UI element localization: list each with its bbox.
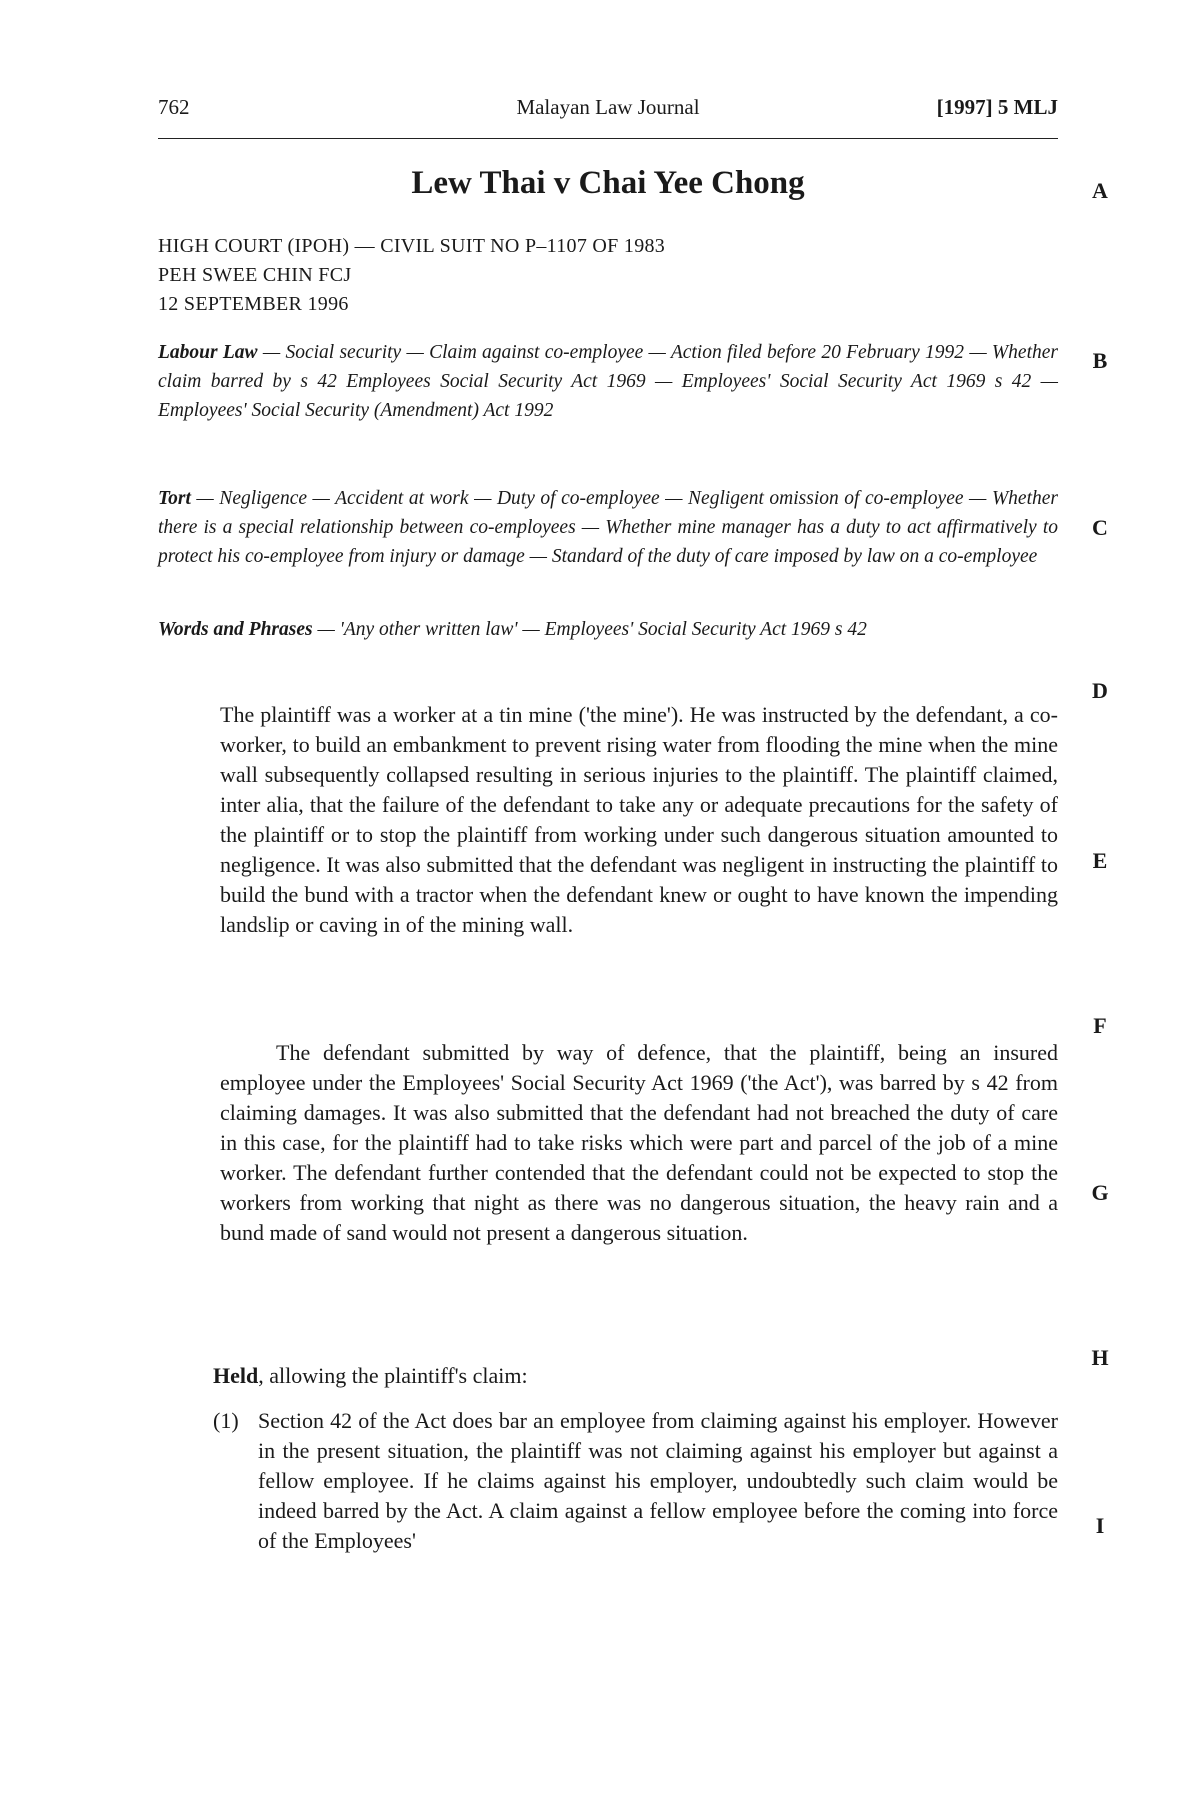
margin-letter-f: F <box>1093 1013 1107 1038</box>
header-rule <box>158 138 1058 139</box>
court-line: HIGH COURT (IPOH) — CIVIL SUIT NO P–1107 OF 1983 <box>158 235 666 257</box>
catchword-text: — Negligence — Accident at work — Duty of co-employee — Negligent omission of co-employee — Whether there is a special relationship between co-employees — Whether mine manager has a duty to act affirmatively to protect his co-employee from injury or damage — Standard of the duty of care imposed by law on a co-employee <box>158 488 1058 567</box>
held-label: Held <box>213 1363 259 1388</box>
margin-letter-h: H <box>1091 1345 1109 1370</box>
catchword-text: — 'Any other written law' — Employees' Social Security Act 1969 s 42 <box>312 619 867 640</box>
citation: [1997] 5 MLJ <box>936 95 1058 119</box>
catchwords-words-and-phrases <box>158 615 1058 644</box>
holding-number: (1) <box>213 1408 239 1433</box>
margin-letter-b: B <box>1092 348 1108 373</box>
date-line: 12 SEPTEMBER 1996 <box>158 293 349 315</box>
holding-text: Section 42 of the Act does bar an employee from claiming against his employer. However in the present situation, the plaintiff was not claiming against his employer but against a fellow employee. If he claims against his employer, undoubtedly such claim would be indeed barred by the Act. A claim against a fellow employee before the coming into force of the Employees' <box>258 1408 1058 1553</box>
case-title: Lew Thai v Chai Yee Chong <box>411 165 805 201</box>
catchword-subject: Labour Law <box>158 342 258 363</box>
running-header <box>158 95 1058 125</box>
judge-line: PEH SWEE CHIN FCJ <box>158 264 352 286</box>
catchword-subject: Tort <box>158 488 191 509</box>
page-number: 762 <box>158 95 190 119</box>
held-text: , allowing the plaintiff's claim: <box>258 1363 528 1388</box>
catchwords-labour-law <box>158 338 1058 425</box>
journal-name: Malayan Law Journal <box>516 95 700 119</box>
margin-letter-g: G <box>1091 1180 1109 1205</box>
summary-paragraph: The plaintiff was a worker at a tin mine ('the mine'). He was instructed by the defendant, a co-worker, to build an embankment to prevent rising water from flooding the mine when the mine wall subsequently collapsed resulting in serious injuries to the plaintiff. The plaintiff claimed, inter alia, that the failure of the defendant to take any or adequate precautions for the safety of the plaintiff or to stop the plaintiff from working under such dangerous situation amounted to negligence. It was also submitted that the defendant was negligent in instructing the plaintiff to build the bund with a tractor when the defendant knew or ought to have known the impending landslip or caving in of the mining wall. <box>220 702 1058 937</box>
margin-letter-i: I <box>1095 1513 1105 1538</box>
margin-letter-e: E <box>1092 848 1108 873</box>
court-details <box>158 232 1058 319</box>
catchword-text: — Social security — Claim against co-employee — Action filed before 20 February 1992 — Whether claim barred by s 42 Employees Social Security Act 1969 — Employees' Social Security Act 1969 s 42 — Employees' Social Security (Amendment) Act 1992 <box>158 342 1058 421</box>
margin-letter-a: A <box>1092 178 1108 203</box>
summary-paragraph: The defendant submitted by way of defence, that the plaintiff, being an insured employee under the Employees' Social Security Act 1969 ('the Act'), was barred by s 42 from claiming damages. It was also submitted that the defendant had not breached the duty of care in this case, for the plaintiff had to take risks which were part and parcel of the job of a mine worker. The defendant further contended that the defendant could not be expected to stop the workers from working that night as there was no dangerous situation, the heavy rain and a bund made of sand would not present a dangerous situation. <box>220 1040 1058 1245</box>
margin-letter-d: D <box>1092 678 1108 703</box>
catchwords-tort <box>158 484 1058 571</box>
held-heading <box>213 1363 1053 1389</box>
catchword-subject: Words and Phrases <box>158 619 313 640</box>
margin-letter-c: C <box>1092 515 1108 540</box>
